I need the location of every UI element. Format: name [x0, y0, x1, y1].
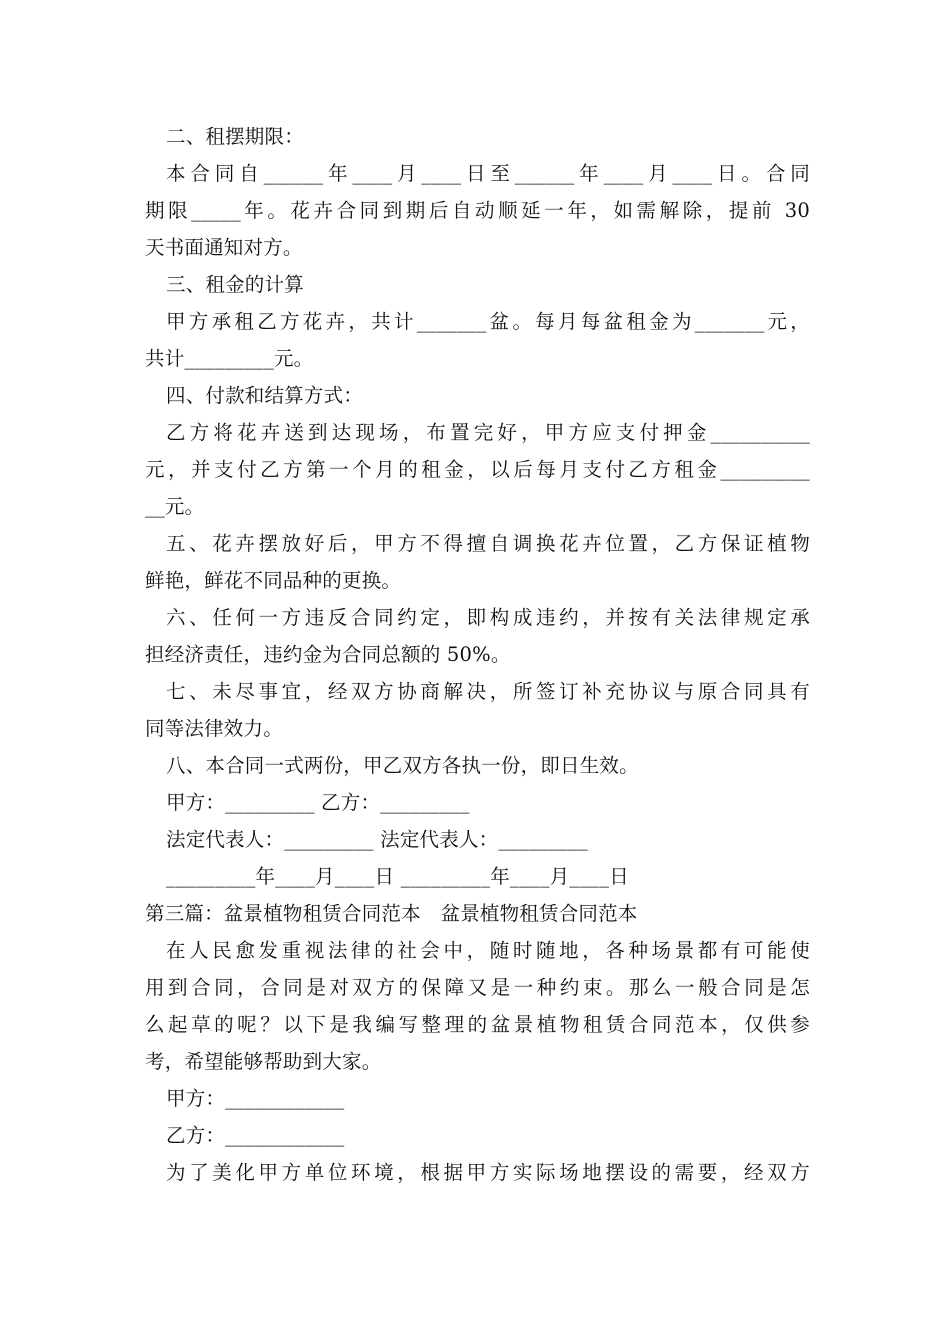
text-line: 乙方：____________	[166, 1124, 345, 1147]
text-line: 八、本合同一式两份，甲乙双方各执一份，即日生效。	[166, 754, 639, 777]
document-body	[145, 118, 810, 1191]
text-line: 在人民愈发重视法律的社会中，随时随地，各种场景都有可能使	[166, 939, 810, 962]
text-line: 本合同自______年____月____日至______年____月____日。合同	[166, 162, 810, 185]
text-line: 法定代表人：_________ 法定代表人：_________	[166, 828, 588, 851]
text-line: 期限_____年。花卉合同到期后自动顺延一年，如需解除，提前 30	[145, 199, 810, 222]
text-line: 二、租摆期限：	[166, 125, 304, 148]
text-line: 第三篇：盆景植物租赁合同范本 盆景植物租赁合同范本	[145, 902, 638, 925]
text-line: 用到合同，合同是对双方的保障又是一种约束。那么一般合同是怎	[145, 976, 810, 999]
text-line: 七、未尽事宜，经双方协商解决，所签订补充协议与原合同具有	[166, 680, 810, 703]
text-line: 甲方：_________ 乙方：_________	[166, 791, 470, 814]
text-line: 元，并支付乙方第一个月的租金，以后每月支付乙方租金_________	[145, 458, 810, 481]
text-line: 乙方将花卉送到达现场，布置完好，甲方应支付押金__________	[166, 421, 810, 444]
text-line: 六、任何一方违反合同约定，即构成违约，并按有关法律规定承	[166, 606, 810, 629]
text-line: 为了美化甲方单位环境，根据甲方实际场地摆设的需要，经双方	[166, 1161, 810, 1184]
text-line: 五、花卉摆放好后，甲方不得擅自调换花卉位置，乙方保证植物	[166, 532, 810, 555]
text-line: 共计_________元。	[145, 347, 314, 370]
text-line: 担经济责任，违约金为合同总额的 50%。	[145, 643, 511, 666]
text-line: 鲜艳，鲜花不同品种的更换。	[145, 569, 402, 592]
text-line: 天书面通知对方。	[145, 236, 303, 259]
text-line: 么起草的呢？以下是我编写整理的盆景植物租赁合同范本，仅供参	[145, 1013, 810, 1036]
text-line: 三、租金的计算	[166, 273, 304, 296]
text-line: 甲方承租乙方花卉，共计_______盆。每月每盆租金为_______元，	[166, 310, 810, 333]
text-line: 同等法律效力。	[145, 717, 283, 740]
text-line: 考，希望能够帮助到大家。	[145, 1050, 382, 1073]
text-line: 四、付款和结算方式：	[166, 384, 364, 407]
text-line: 甲方：____________	[166, 1087, 345, 1110]
text-line: __元。	[145, 495, 205, 518]
text-line: _________年____月____日 _________年____月____日	[166, 865, 629, 888]
